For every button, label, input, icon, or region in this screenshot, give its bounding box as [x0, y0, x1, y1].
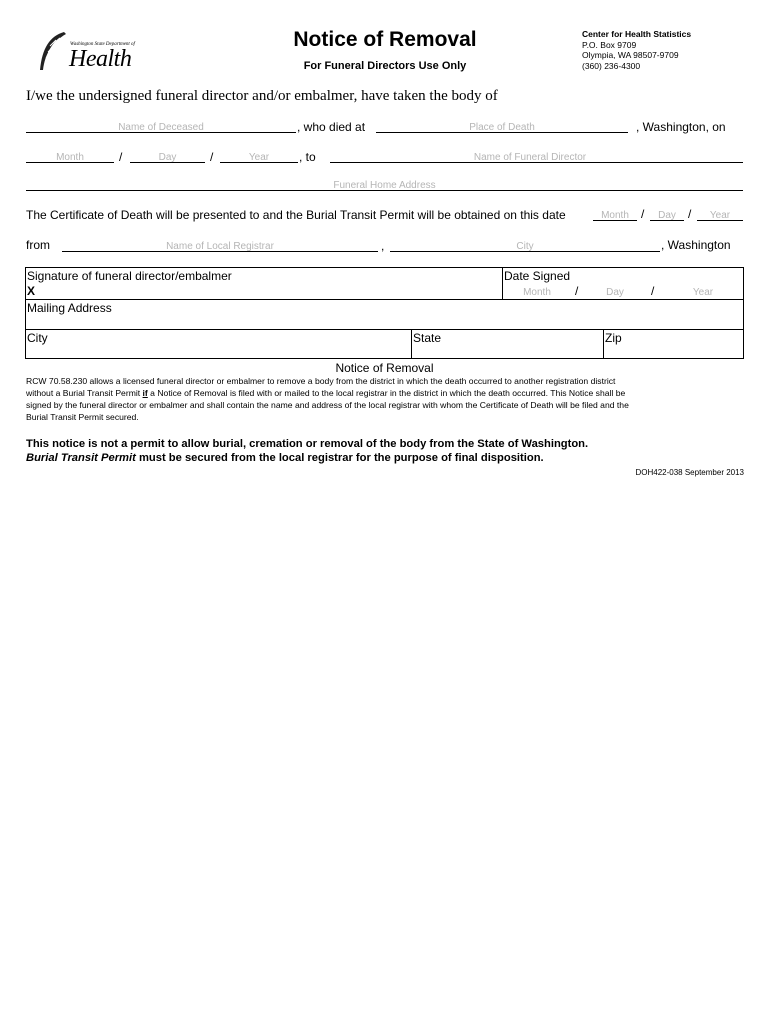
zip-cell[interactable] [603, 329, 744, 359]
rcw-paragraph [26, 375, 629, 423]
signature-cell[interactable] [25, 267, 503, 300]
signed-slash-1: / [575, 284, 579, 298]
funeral-director-placeholder: Name of Funeral Director [473, 152, 587, 163]
signed-slash-2: / [651, 284, 655, 298]
notice-heading: Notice of Removal [335, 361, 434, 375]
month-placeholder: Month [56, 152, 84, 163]
cert-day-placeholder: Day [658, 210, 676, 221]
signature-label: Signature of funeral director/embalmer [27, 269, 232, 283]
mailing-address-cell[interactable] [25, 299, 744, 330]
from-label: from [26, 238, 50, 252]
warning-line-1: This notice is not a permit to allow burial, cremation or removal of the body from the State of Washington. [26, 438, 589, 450]
state-label: State [413, 331, 442, 345]
cert-month-placeholder: Month [601, 210, 629, 221]
signed-year-placeholder: Year [692, 287, 714, 298]
signed-month-placeholder: Month [523, 287, 551, 298]
page-subtitle: For Funeral Directors Use Only [303, 60, 467, 72]
rcw-line-2 [26, 387, 629, 399]
form-id: DOH422-038 September 2013 [635, 468, 744, 477]
city-cell[interactable] [25, 329, 412, 359]
center-city: Olympia, WA 98507-9709 [582, 50, 679, 60]
year-placeholder: Year [248, 152, 270, 163]
to-label: , to [299, 150, 316, 164]
washington-on-label: , Washington, on [636, 120, 726, 134]
zip-label: Zip [605, 331, 622, 345]
certificate-text: The Certificate of Death will be presented to and the Burial Transit Permit will be obtained on this date [26, 208, 566, 222]
warning-italic: Burial Transit Permit [26, 452, 136, 464]
warning-line-2 [26, 451, 588, 465]
rcw-line-4: Burial Transit Permit secured. [26, 412, 139, 422]
page-title: Notice of Removal [293, 28, 477, 51]
warning-line-2-rest: must be secured from the local registrar for the purpose of final disposition. [135, 452, 544, 464]
cert-year-placeholder: Year [709, 210, 731, 221]
center-box: P.O. Box 9709 [582, 39, 637, 50]
center-phone: (360) 236-4300 [582, 60, 641, 71]
feather-icon [36, 30, 70, 74]
comma-label: , [381, 239, 385, 253]
center-name: Center for Health Statistics [582, 29, 692, 39]
cert-slash-2: / [688, 207, 692, 221]
center-info [582, 29, 691, 71]
x-mark: X [27, 284, 36, 298]
registrar-placeholder: Name of Local Registrar [166, 241, 274, 252]
logo-health-text: Health [69, 46, 132, 72]
rcw-line-1: RCW 70.58.230 allows a licensed funeral director or embalmer to remove a body from the district in which the death occurred to another registration district [26, 376, 616, 386]
washington-label: , Washington [661, 238, 731, 252]
rcw-if: if [142, 388, 148, 398]
rcw-line-3: signed by the funeral director or embalmer and shall contain the name and address of the local registrar with whom the Certificate of Death will be filed and the [26, 400, 629, 410]
date-signed-label: Date Signed [504, 269, 571, 283]
rcw-line-2b: a Notice of Removal is filed with or mailed to the local registrar in the district in which the death occurred. This Notice shall be [147, 388, 626, 398]
warning-text [26, 437, 588, 465]
city-label: City [27, 331, 48, 345]
intro-text: I/we the undersigned funeral director and/or embalmer, have taken the body of [26, 88, 498, 104]
day-placeholder: Day [158, 152, 177, 163]
who-died-at-label: , who died at [297, 120, 366, 134]
doh-logo [36, 30, 136, 75]
date-signed-cell[interactable] [502, 267, 744, 300]
signed-day-placeholder: Day [606, 287, 624, 298]
funeral-home-placeholder: Funeral Home Address [333, 180, 436, 191]
slash-2: / [210, 150, 214, 164]
slash-1: / [119, 150, 123, 164]
cert-slash-1: / [641, 207, 645, 221]
rcw-line-2a: without a Burial Transit Permit [26, 388, 143, 398]
logo-small-text: Washington State Department of [70, 42, 135, 47]
state-cell[interactable] [411, 329, 604, 359]
registrar-city-placeholder: City [516, 241, 534, 252]
deceased-placeholder: Name of Deceased [118, 122, 204, 133]
place-of-death-placeholder: Place of Death [469, 122, 535, 133]
mailing-address-label: Mailing Address [27, 301, 112, 315]
